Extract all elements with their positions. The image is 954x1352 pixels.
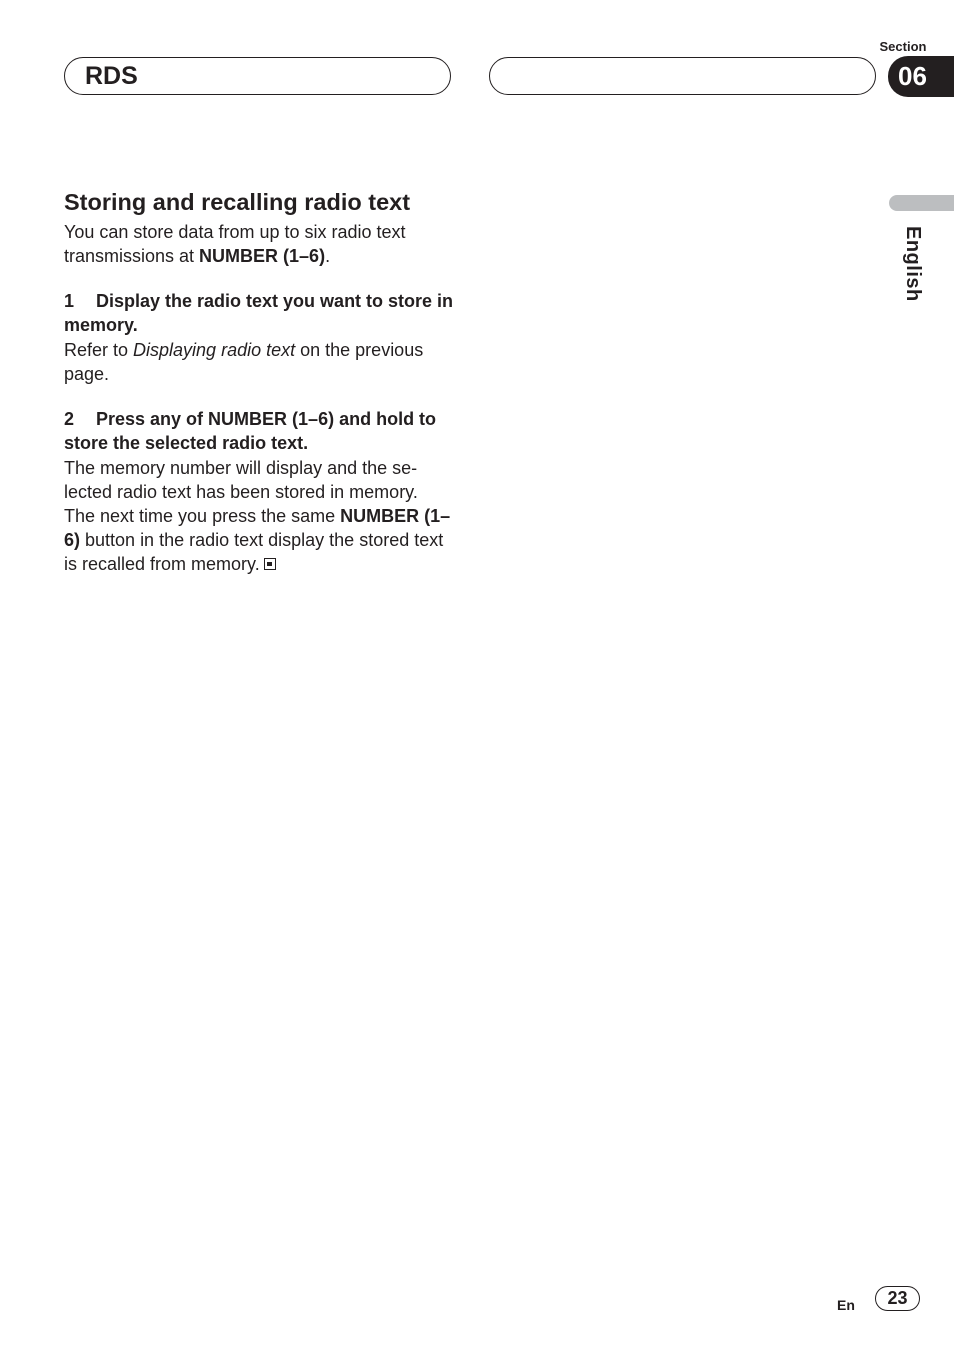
step-1-heading: [64, 290, 456, 337]
section-tab: [888, 56, 954, 97]
section-heading: Storing and recalling radio text: [64, 189, 411, 215]
step-2-desc-line2-suffix: button in the radio text display the stored text is recalled from memory.: [64, 530, 444, 574]
step-2-title: Press any of NUMBER (1–6) and hold to store the selected radio text.: [64, 409, 437, 453]
step-2-desc-line2-prefix: The next time you press the same: [64, 506, 341, 526]
header-subtitle-box: [489, 57, 876, 95]
step-2-number-ref: NUMBER (1–6): [64, 506, 451, 550]
step-2-description: [64, 456, 456, 576]
section-number: 06: [898, 61, 927, 91]
main-content: [64, 186, 456, 576]
step-1-desc-suffix: on the previous page.: [64, 340, 424, 384]
section-label: Section: [879, 39, 927, 54]
step-1-description: [64, 338, 456, 386]
intro-number-ref: NUMBER (1–6): [199, 246, 326, 266]
intro-end: .: [325, 246, 331, 266]
language-tab-marker: [889, 195, 954, 211]
language-label: English: [902, 226, 924, 302]
header-title-box: [64, 57, 451, 95]
step-1-number: 1: [64, 291, 75, 311]
step-1-desc-reference: Displaying radio text: [133, 340, 296, 360]
step-2-number: 2: [64, 409, 75, 429]
step-2-heading: [64, 408, 456, 455]
step-1-title: Display the radio text you want to store in memory.: [64, 291, 454, 335]
header-title: RDS: [85, 62, 138, 90]
step-1-desc-prefix: Refer to: [64, 340, 134, 360]
end-of-section-icon: [264, 558, 276, 570]
intro-text: You can store data from up to six radio text transmissions at: [64, 222, 406, 266]
footer-language-code: En: [837, 1297, 855, 1313]
intro-paragraph: [64, 220, 456, 268]
page-number: 23: [875, 1286, 920, 1311]
step-2-desc-line1: The memory number will display and the se-lected radio text has been stored in memory.: [64, 458, 418, 502]
